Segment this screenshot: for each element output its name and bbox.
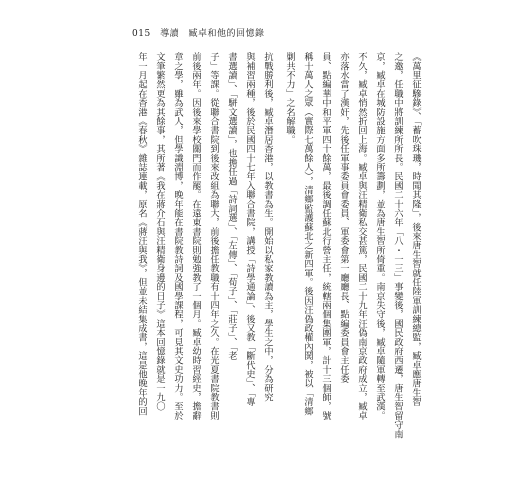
running-header [132, 26, 264, 39]
vertical-text-body [120, 52, 420, 472]
running-title: 臧卓和他的回憶錄 [188, 29, 265, 39]
text-column: 子」等課。從聯合書院到後來改組為聯大，前後擔任教職有十四年之久。在光夏書院教書則 [208, 52, 219, 420]
page-number: 015 [132, 29, 151, 39]
text-column: 剿共不力」之名解職。 [284, 52, 295, 144]
text-column: 京，臧卓在城防設施方面多所籌劃，並為唐生智所倚重。南京失守後，臧卓隨軍轉至武漢。 [374, 52, 385, 420]
text-column: 章之學，雖為武人，但學識淵博，晚年能在書院教詩詞及國學課程，可見其文史功力。至於 [172, 52, 183, 420]
text-column: 之邀，任職中將訓練所所長。民國二十六年「八・一三」事變後，國民政府西遷，唐生智留守南 [392, 52, 403, 439]
text-column: 文筆繁然更為其餘事，其所著《我在蔣介石與汪精衛身邊的日子》這本回憶錄就是一九〇 [154, 52, 165, 411]
text-column: 書選讀」、「駢文選讀」，也擔任過「詩詞選」、「左傳」、「荀子」、「莊子」、「老 [226, 52, 237, 361]
section-label: 導讀 [160, 29, 180, 39]
text-column: 員、點編華中和平軍四十餘萬，最後調任蘇北行營主任，統轄兩個集團軍，計十三個師，號 [320, 52, 331, 420]
text-column: 稱十萬人之眾（實際七萬餘人），清鄉監護蘇北之新四軍。後因汪偽政權內鬨，被以「清鄉 [302, 52, 313, 416]
text-column: 前後兩年。因後來學校關門而作罷。在遠東書院則勉強教了一個月。臧卓幼時習經史，擔辭 [190, 52, 201, 420]
text-column: 年一月起在香港《春秋》雜誌連載，原名《蔣汪與我》，但並未結集成書，這是他晚年的回 [136, 52, 147, 416]
text-column: 與補習兩種，後於民國四十七年入聯合書院，講授「詩學通論」、後又教「斷代史」、「專 [244, 52, 255, 407]
text-column: 抗戰勝利後，臧卓潛居香港，以教書為生。開始以私家教讀為主，學生之中，分為研究 [262, 52, 273, 402]
text-column: 《萬里征驂錄》、「蓄吹珠璣，時聞其隆」，後來唐生智就任陸軍訓練總監，臧卓應唐生智 [410, 52, 421, 407]
text-column: 不久，臧卓悄然折回上海。臧卓與汪精衛私交甚篤，民國二十九年汪偽南京政府成立，臧卓 [356, 52, 367, 420]
text-column: 亦落水當了漢奸，先後任軍事委員會委員、軍委會第一廳廳長、點編委員會主任委 [338, 52, 349, 384]
